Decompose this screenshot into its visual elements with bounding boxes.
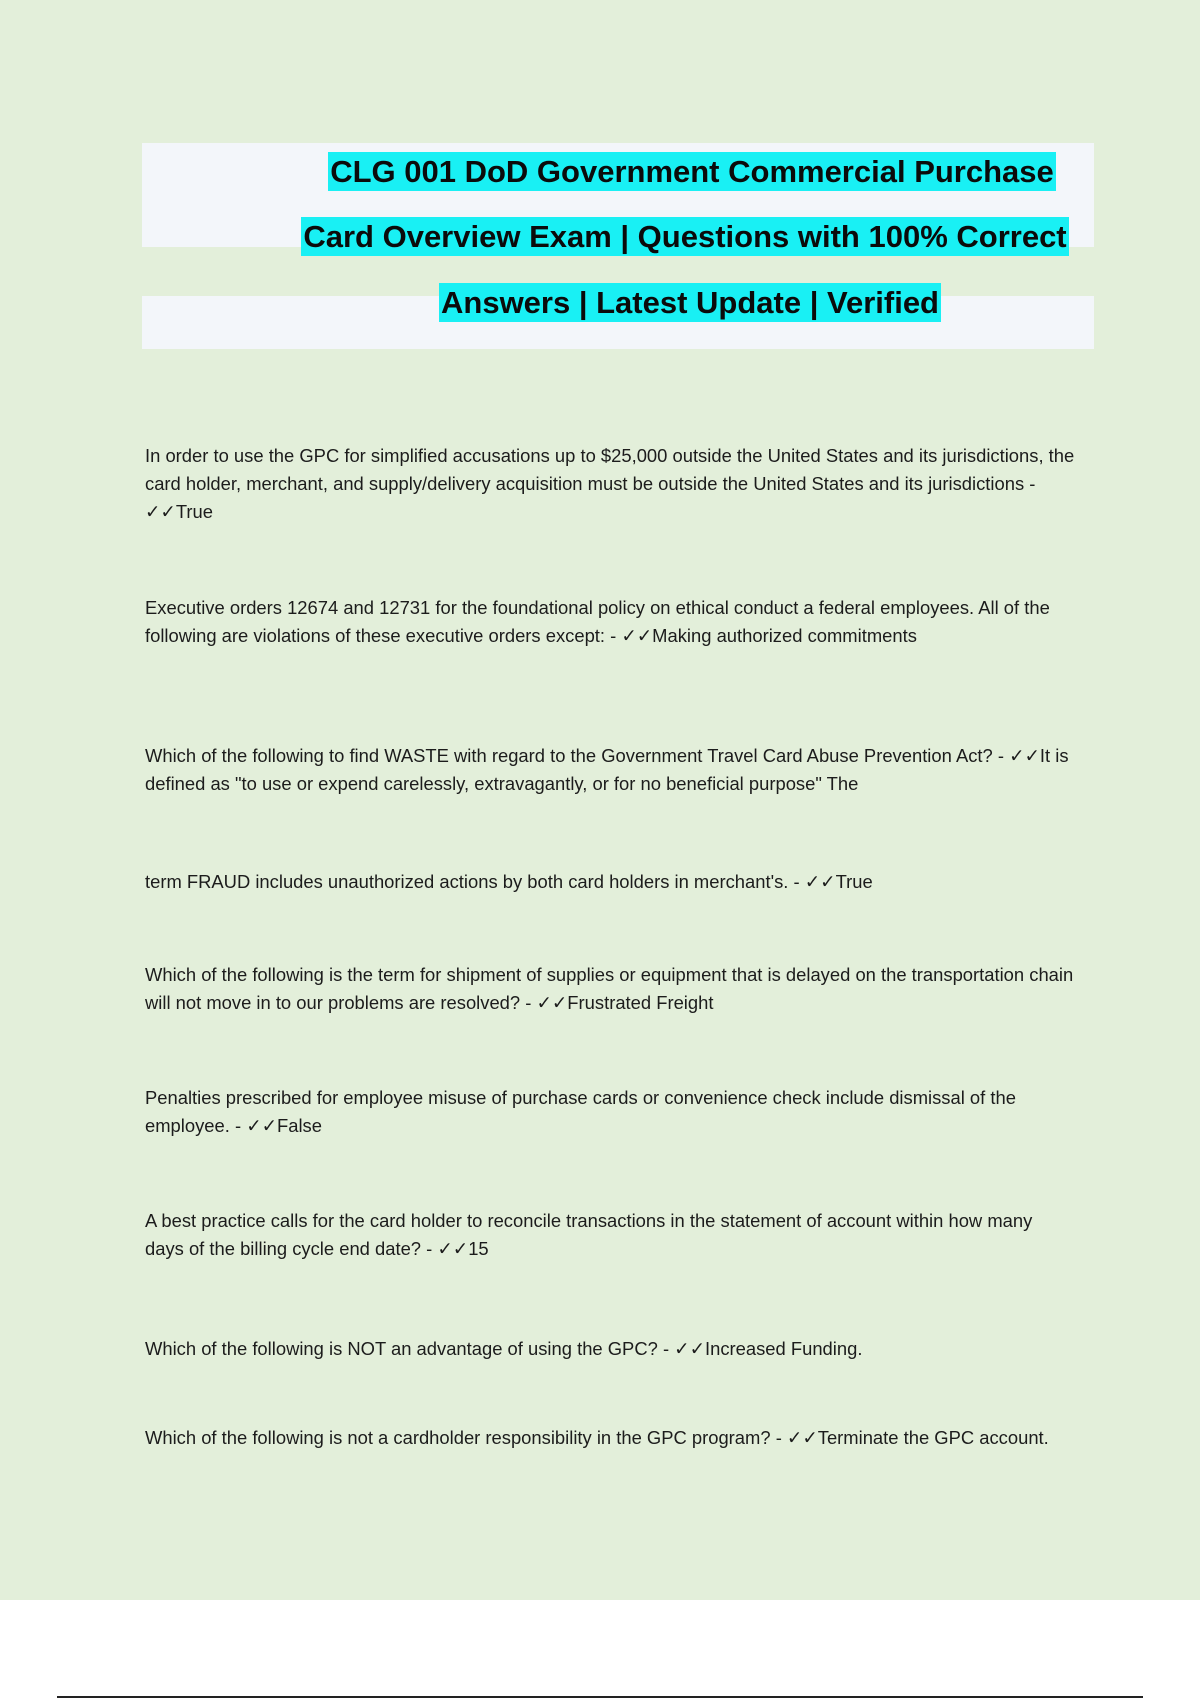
question-answer-item: Penalties prescribed for employee misuse of purchase cards or convenience check include dismissal of the employee. - ✓✓False bbox=[145, 1087, 1016, 1136]
footer-divider bbox=[57, 1696, 1143, 1698]
title-line-2 bbox=[142, 216, 1094, 258]
title-line-1 bbox=[142, 151, 1094, 193]
title-line-3 bbox=[142, 282, 1094, 324]
title-line-1-text: CLG 001 DoD Government Commercial Purchase bbox=[330, 154, 1054, 189]
question-answer-item: A best practice calls for the card holder to reconcile transactions in the statement of account within how many days of the billing cycle end date? - ✓✓15 bbox=[145, 1210, 1033, 1259]
question-answer-item: term FRAUD includes unauthorized actions by both card holders in merchant's. - ✓✓True bbox=[145, 871, 873, 892]
question-answer-item: Which of the following is not a cardholder responsibility in the GPC program? - ✓✓Terminate the GPC account. bbox=[145, 1427, 1049, 1448]
question-answer-item: In order to use the GPC for simplified accusations up to $25,000 outside the United States and its jurisdictions, the card holder, merchant, and supply/delivery acquisition must be outside the United States and its jurisdictions - ✓✓True bbox=[145, 445, 1075, 522]
title-line-3-text: Answers | Latest Update | Verified bbox=[441, 285, 939, 320]
title-line-2-text: Card Overview Exam | Questions with 100% Correct bbox=[303, 219, 1067, 254]
question-answer-item: Executive orders 12674 and 12731 for the foundational policy on ethical conduct a federal employees. All of the following are violations of these executive orders except: - ✓✓Making authorized commitments bbox=[145, 597, 1050, 646]
title-block bbox=[142, 143, 1094, 349]
question-answer-item: Which of the following is the term for shipment of supplies or equipment that is delayed on the transportation chain will not move in to our problems are resolved? - ✓✓Frustrated Freight bbox=[145, 964, 1074, 1013]
question-answer-item: Which of the following to find WASTE with regard to the Government Travel Card Abuse Prevention Act? - ✓✓It is defined as "to use or expend carelessly, extravagantly, or for no beneficial purpose" The bbox=[145, 745, 1069, 794]
question-answer-item: Which of the following is NOT an advantage of using the GPC? - ✓✓Increased Funding. bbox=[145, 1338, 863, 1359]
